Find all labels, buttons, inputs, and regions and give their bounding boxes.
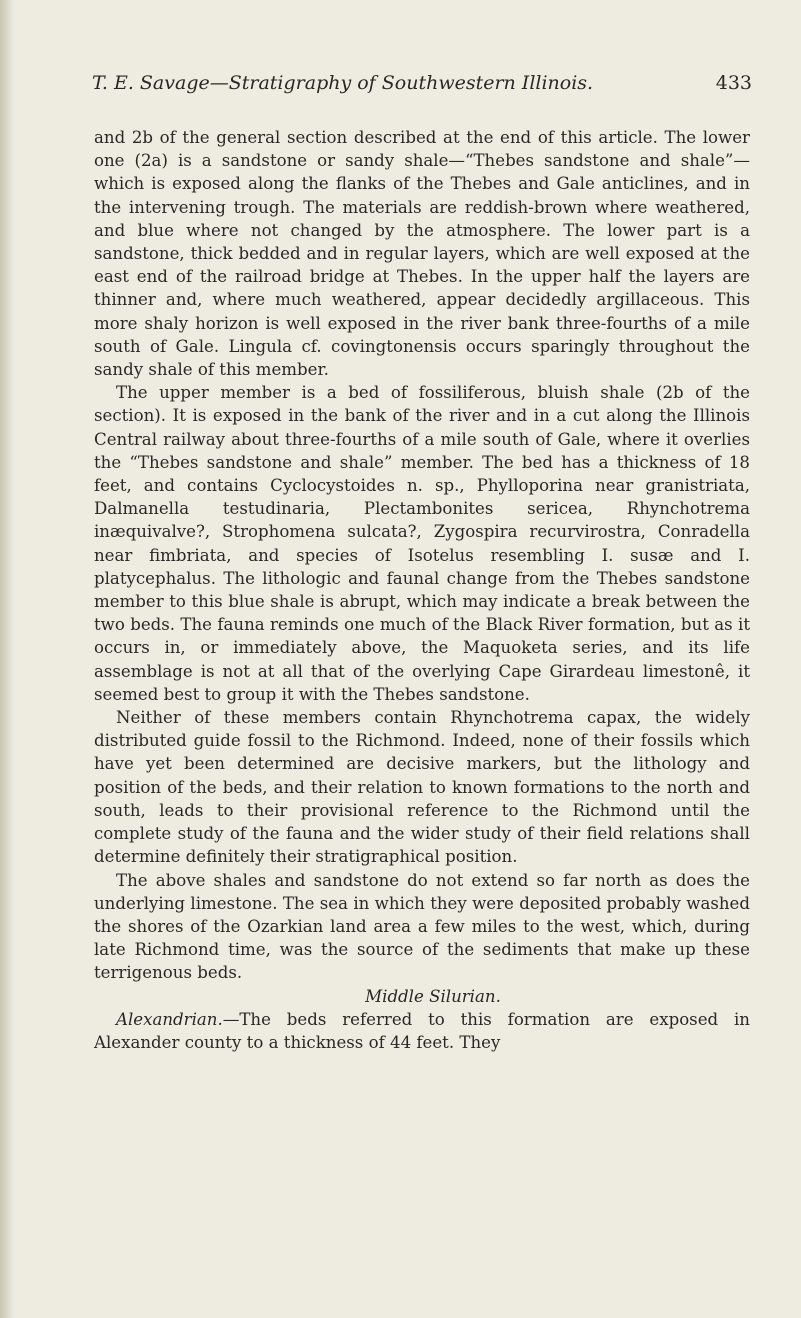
running-header [92,72,752,102]
alexandrian-lead: Alexandrian. [116,1009,223,1029]
alexandrian-text: —The beds referred to this formation are exposed in Alexander county to a thickness of 44 feet. They [94,1009,750,1052]
paragraph-shales-sandstone: The above shales and sandstone do not extend so far north as does the underlying limestone. The sea in which they were deposited probably washed the shores of the Ozarkian land area a few miles to the west, which, during late Richmond time, was the source of the sediments that make up these terrigenous beds. [94,870,750,983]
paragraph-alexandrian [94,1008,750,1054]
page-number: 433 [715,72,752,94]
body-text [94,126,750,1054]
paragraph-continued: and 2b of the general section described at the end of this article. The lower one (2a) is a sandstone or sandy shale—“Thebes sandstone and shale”—which is exposed along the flanks of the Thebes and Gale anticlines, and in the intervening trough. The materials are reddish-brown where weathered, and blue where not changed by the atmosphere. The lower part is a sandstone, thick bedded and in regular layers, which are well exposed at the east end of the railroad bridge at Thebes. In the upper half the layers are thinner and, where much weathered, appear decidedly argillaceous. This more shaly horizon is well exposed in the river bank three-fourths of a mile south of Gale. Lingula cf. covingtonensis occurs sparingly throughout the sandy shale of this member. [94,128,750,380]
paragraph-upper-member: The upper member is a bed of fossiliferous, bluish shale (2b of the section). It is exposed in the bank of the river and in a cut along the Illinois Central railway about three-fourths of a mile south of Gale, where it overlies the “Thebes sandstone and shale” member. The bed has a thickness of 18 feet, and contains Cyclocystoides n. sp., Phylloporina near granistriata, Dalmanella testudinaria, Plectambonites sericea, Rhynchotrema inæquivalve?, Strophomena sulcata?, Zygospira recurvirostra, Conradella near fimbriata, and species of Isotelus resembling I. susæ and I. platycephalus. The lithologic and faunal change from the Thebes sandstone member to this blue shale is abrupt, which may indicate a break between the two beds. The fauna reminds one much of the Black River formation, but as it occurs in, or immediately above, the Maquoketa series, and its life assemblage is not at all that of the overlying Cape Girardeau limestonê, it seemed best to group it with the Thebes sandstone. [94,383,750,704]
page-edge-shadow [0,0,14,1318]
section-heading: Middle Silurian. [365,986,501,1006]
running-title: T. E. Savage—Stratigraphy of Southwestern Illinois. [92,72,594,94]
paragraph-neither-members: Neither of these members contain Rhynchotrema capax, the widely distributed guide fossil to the Richmond. Indeed, none of their fossils which have yet been determined are decisive markers, but the lithology and position of the beds, and their relation to known formations to the north and south, leads to their provisional reference to the Richmond until the complete study of the fauna and the wider study of their field relations shall determine definitely their stratigraphical position. [94,708,750,867]
